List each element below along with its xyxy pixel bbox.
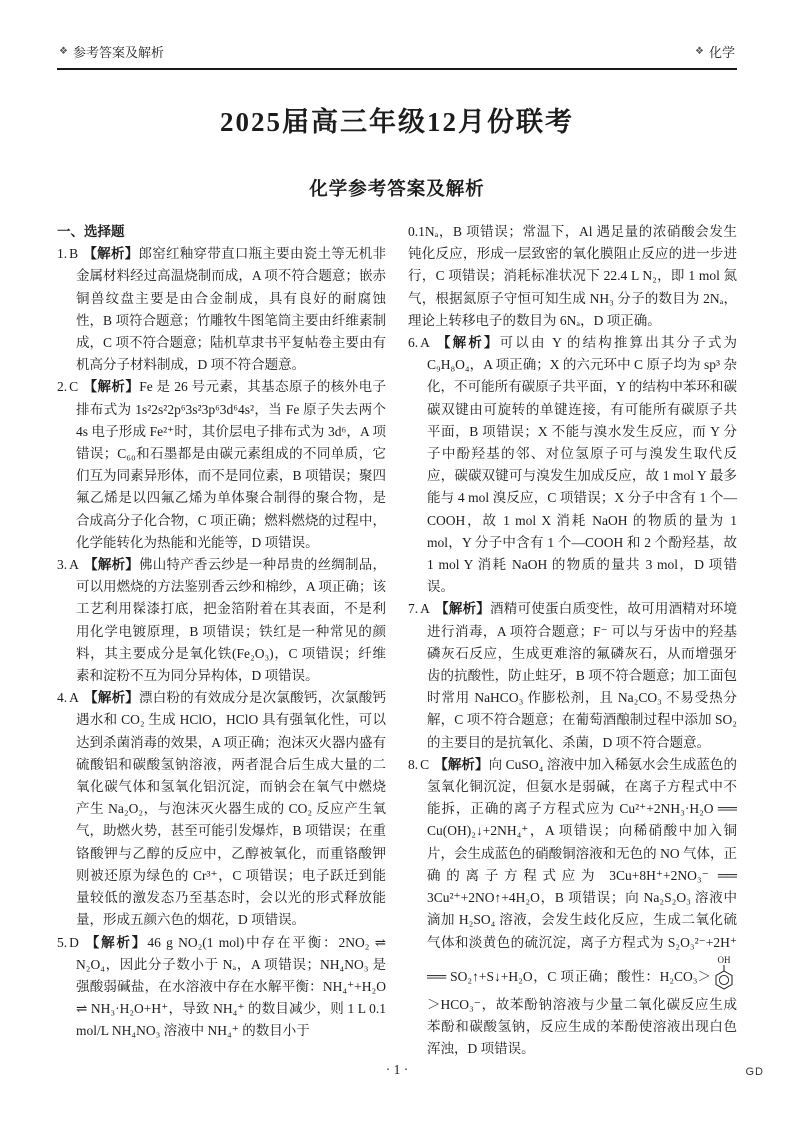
item-body: 漂白粉的有效成分是次氯酸钙，次氯酸钙遇水和 CO₂ 生成 HClO，HClO 具有强氧化性，可以达到杀菌消毒的效果，A 项正确；泡沫灭火器内盛有硫酸铝和碳酸氢钠溶液，两者混合后生成大量的二氧化碳气体和氢氧化铝沉淀，而钠会在氧气中燃烧产生 Na₂O₂，与泡沫灭火器生成的 CO₂ 反应产生氧气，助燃火势，甚至可能引发爆炸，B 项错误；在重铬酸钾与乙醇的反应中，乙醇被氧化，而重铬酸钾则被还原为绿色的 Cr³⁺，C 项错误；电子跃迁到能量较低的激发态乃至基态时，会以光的形式释放能量，形成五颜六色的烟花，D 项错误。 (76, 690, 387, 928)
answer-item-1 (57, 243, 386, 376)
item-number: 1. (57, 246, 68, 262)
left-column (57, 221, 386, 1060)
item-body-continued: ＞HCO₃⁻，故苯酚钠溶液与少量二氧化碳反应生成苯酚和碳酸氢钠，反应生成的苯酚使溶液出现白色浑浊，D 项错误。 (427, 996, 737, 1057)
answer-item-2 (57, 376, 386, 554)
content-columns (57, 221, 737, 1060)
answer-item-4 (57, 687, 386, 931)
header-right-text: 化学 (708, 45, 735, 60)
item-body: 酒精可使蛋白质变性，故可用酒精对环境进行消毒，A 项符合题意；F⁻ 可以与牙齿中的羟基磷灰石反应，生成更难溶的氟磷灰石，从而增强牙齿的抗酸性，防止蛀牙，B 项不符合题意；加工面包时常用 NaHCO₃ 作膨松剂，且 Na₂CO₃ 不易受热分解，C 项不符合题意；在葡萄酒酿制过程中添加 SO₂ 的主要目的是抗氧化、杀菌，D 项不符合题意。 (427, 601, 738, 750)
item-number: 8. (408, 756, 419, 772)
item-answer: C (420, 756, 430, 772)
analysis-label: 【解析】 (434, 756, 489, 772)
section-heading: 一、选择题 (57, 224, 125, 239)
analysis-label: 【解析】 (83, 690, 140, 706)
phenol-structure-icon (712, 954, 736, 994)
page-number: · 1 · (385, 1062, 409, 1077)
analysis-label: 【解析】 (83, 934, 148, 950)
header-right (695, 42, 735, 61)
item-answer: C (69, 379, 79, 395)
item-body: 郎窑红釉穿带直口瓶主要由瓷土等无机非金属材料经过高温烧制而成，A 项不符合题意；嵌赤铜兽纹盘主要是由合金制成，具有良好的耐腐蚀性，B 项符合题意；竹雕牧牛图笔筒主要由纤维素制成，C 项不符合题意；陆机草隶书平复帖卷主要由有机高分子材料制成，D 项不符合题意。 (76, 246, 387, 373)
page-title: 2025届高三年级12月份联考 (220, 107, 574, 137)
item-number: 4. (57, 690, 68, 706)
item-answer: A (69, 557, 79, 573)
print-code: GD (745, 1066, 764, 1078)
page-header (57, 42, 737, 68)
analysis-label: 【解析】 (83, 246, 139, 262)
item-answer: D (69, 934, 79, 950)
answer-item-6 (408, 332, 737, 598)
header-left (59, 42, 164, 61)
answer-item-5 (57, 932, 386, 1043)
item-number: 3. (57, 557, 68, 573)
item-body: 佛山特产香云纱是一种昂贵的丝绸制品，可以用燃烧的方法鉴别香云纱和棉纱，A 项正确；该工艺利用髹漆打底，把金箔附着在其表面，不是利用化学电镀原理，B 项错误；铁红是一种常见的颜料，其主要成分是氧化铁(Fe₂O₃)，C 项错误；纤维素和淀粉不互为同分异构体，D 项错误。 (76, 557, 387, 684)
answer-item-8 (408, 754, 737, 1060)
item-body: 向 CuSO₄ 溶液中加入稀氨水会生成蓝色的氢氧化铜沉淀，但氨水是弱碱，在离子方程式中不能拆，正确的离子方程式应为 Cu²⁺+2NH₃·H₂O ══ Cu(OH)₂↓+2NH₄⁺，A 项错误；向稀硝酸中加入铜片，会生成蓝色的硝酸铜溶液和无色的 NO 气体，正确的离子方程式应为 3Cu+8H⁺+2NO₃⁻ ══ 3Cu²⁺+2NO↑+4H₂O，B 项错误；向 Na₂S₂O₃ 溶液中滴加 H₂SO₄ 溶液，会发生歧化反应，生成二氧化硫气体和淡黄色的硫沉淀，离子方程式为 S₂O₃²⁻+2H⁺ ══ SO₂↑+S↓+H₂O，C 项正确；酸性：H₂CO₃＞ (427, 756, 738, 984)
analysis-label: 【解析】 (434, 601, 491, 617)
item-number: 6. (408, 335, 419, 351)
item-answer: A (420, 601, 430, 617)
item-body: 46 g NO₂(1 mol)中存在平衡：2NO₂ ⇌ N₂O₄，因此分子数小于 Nₐ，A 项错误；NH₄NO₃ 是强酸弱碱盐，在水溶液中存在水解平衡：NH₄⁺+H₂O ⇌ NH₃·H₂O+H⁺，导致 NH₄⁺ 的数目减少，则 1 L 0.1 mol/L NH₄NO₃ 溶液中 NH₄⁺ 的数目小于 (76, 934, 387, 1039)
page-subtitle: 化学参考答案及解析 (309, 180, 485, 200)
item-body: 0.1Nₐ，B 项错误；常温下，Al 遇足量的浓硝酸会发生钝化反应，形成一层致密的氧化膜阻止反应的进一步进行，C 项错误；消耗标准状况下 22.4 L N₂，即 1 mol 氮气，根据氮原子守恒可知生成 NH₃ 分子的数目为 2Nₐ，理论上转移电子的数目为 6Nₐ，D 项正确。 (408, 224, 737, 328)
item-number: 7. (408, 601, 419, 617)
item-body: 可以由 Y 的结构推算出其分子式为 C₉H₈O₄，A 项正确；X 的六元环中 C 原子均为 sp³ 杂化，不可能所有碳原子共平面，Y 的结构中苯环和碳碳双键由可旋转的单键连接，有可能所有碳原子共平面，B 项错误；X 不能与溴水发生反应，而 Y 分子中酚羟基的邻、对位氢原子可与溴发生取代反应，碳碳双键可与溴发生加成反应，故 1 mol Y 最多能与 4 mol 溴反应，C 项错误；X 分子中含有 1 个—COOH，故 1 mol X 消耗 NaOH 的物质的量为 1 mol，Y 分子中含有 1 个—COOH 和 2 个酚羟基，故 1 mol Y 消耗 NaOH 的物质的量共 3 mol，D 项错误。 (427, 335, 737, 595)
right-column (408, 221, 737, 1060)
ornament-icon: ❖ (695, 46, 704, 57)
item-body: Fe 是 26 号元素，其基态原子的核外电子排布式为 1s²2s²2p⁶3s²3p⁶3d⁶4s²，当 Fe 原子失去两个 4s 电子形成 Fe²⁺时，其价层电子排布式为 3d⁶，A 项错误；C₆₀和石墨都是由碳元素组成的不同单质，它们互为同素异形体，而不是同位素，B 项错误；聚四氟乙烯是以四氟乙烯为单体聚合制得的聚合物，是合成高分子化合物，C 项正确；燃料燃烧的过程中，化学能转化为热能和光能等，D 项错误。 (76, 379, 387, 550)
item-answer: A (69, 690, 79, 706)
item-number: 2. (57, 379, 68, 395)
item-number: 5. (57, 934, 68, 950)
analysis-label: 【解析】 (83, 379, 140, 395)
answer-item-7 (408, 598, 737, 753)
analysis-label: 【解析】 (83, 557, 140, 573)
item-answer: B (69, 246, 79, 262)
header-left-text: 参考答案及解析 (72, 45, 164, 60)
analysis-label: 【解析】 (434, 335, 500, 351)
answer-item-5-continued (408, 221, 737, 332)
ornament-icon: ❖ (59, 46, 68, 57)
answer-item-3 (57, 554, 386, 687)
svg-text:OH: OH (717, 954, 731, 965)
item-answer: A (420, 335, 430, 351)
header-divider (57, 68, 737, 70)
